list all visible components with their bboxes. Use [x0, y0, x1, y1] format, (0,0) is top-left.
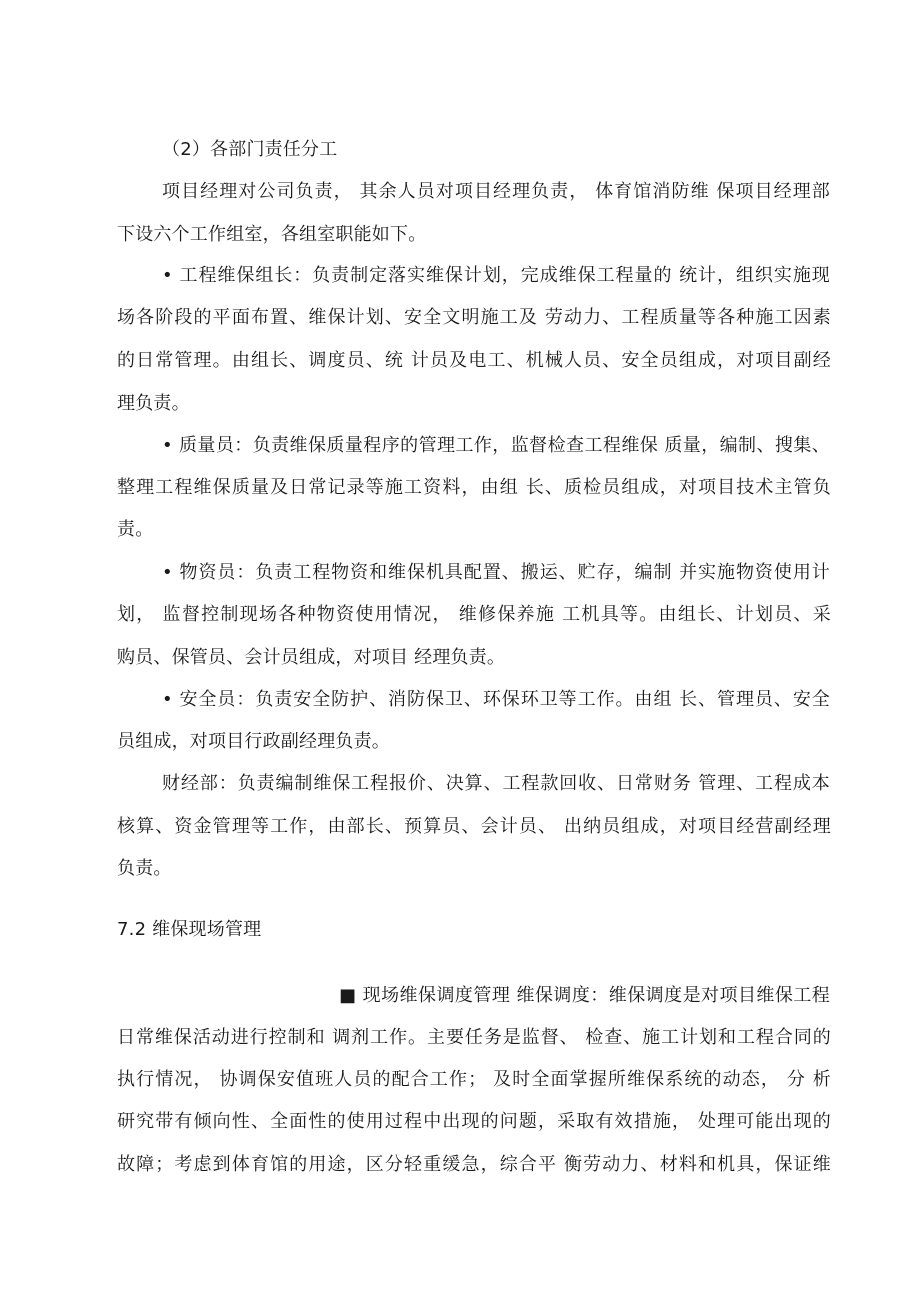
- section-heading: （2）各部门责任分工: [162, 139, 338, 160]
- paragraph-line: 日常维保活动进行控制和 调剂工作。主要任务是监督、 检查、施工计划和工程合同的: [117, 1027, 831, 1048]
- paragraph-line: 责。: [117, 519, 154, 540]
- paragraph-line: 整理工程维保质量及日常记录等施工资料，由组 长、质检员组成，对项目技术主管负: [117, 477, 831, 498]
- paragraph-line: ■ 现场维保调度管理 维保调度：维保调度是对项目维保工程: [339, 985, 830, 1006]
- subsection-heading: 7.2 维保现场管理: [117, 919, 262, 940]
- paragraph-line: 执行情况， 协调保安值班人员的配合工作； 及时全面掌握所维保系统的动态， 分 析: [117, 1069, 831, 1090]
- paragraph-line: • 物资员：负责工程物资和维保机具配置、搬运、贮存，编制 并实施物资使用计: [162, 562, 830, 583]
- paragraph-line: 划， 监督控制现场各种物资使用情况， 维修保养施 工机具等。由组长、计划员、采: [117, 604, 831, 625]
- paragraph-line: • 质量员：负责维保质量程序的管理工作，监督检查工程维保 质量，编制、搜集、: [162, 435, 830, 456]
- paragraph-line: 员组成，对项目行政副经理负责。: [117, 731, 390, 752]
- paragraph-line: • 工程维保组长：负责制定落实维保计划，完成维保工程量的 统计，组织实施现: [162, 265, 830, 286]
- paragraph-line: 购员、保管员、会计员组成，对项目 经理负责。: [117, 647, 506, 668]
- paragraph-line: 的日常管理。由组长、调度员、统 计员及电工、机械人员、安全员组成，对项目副经: [117, 350, 831, 371]
- paragraph-line: 下设六个工作组室，各组室职能如下。: [117, 224, 427, 245]
- paragraph-line: 研究带有倾向性、全面性的使用过程中出现的问题，采取有效措施， 处理可能出现的: [117, 1111, 831, 1132]
- paragraph-line: • 安全员：负责安全防护、消防保卫、环保环卫等工作。由组 长、管理员、安全: [162, 689, 830, 710]
- paragraph-line: 核算、资金管理等工作，由部长、预算员、会计员、 出纳员组成，对项目经营副经理: [117, 816, 831, 837]
- paragraph-line: 故障；考虑到体育馆的用途，区分轻重缓急，综合平 衡劳动力、材料和机具，保证维: [117, 1154, 831, 1175]
- paragraph-line: 负责。: [117, 858, 172, 879]
- paragraph-line: 项目经理对公司负责， 其余人员对项目经理负责， 体育馆消防维 保项目经理部: [162, 181, 830, 202]
- paragraph-line: 理负责。: [117, 393, 190, 414]
- paragraph-line: 场各阶段的平面布置、维保计划、安全文明施工及 劳动力、工程质量等各种施工因素: [117, 307, 831, 328]
- paragraph-line: 财经部：负责编制维保工程报价、决算、工程款回收、日常财务 管理、工程成本: [162, 773, 830, 794]
